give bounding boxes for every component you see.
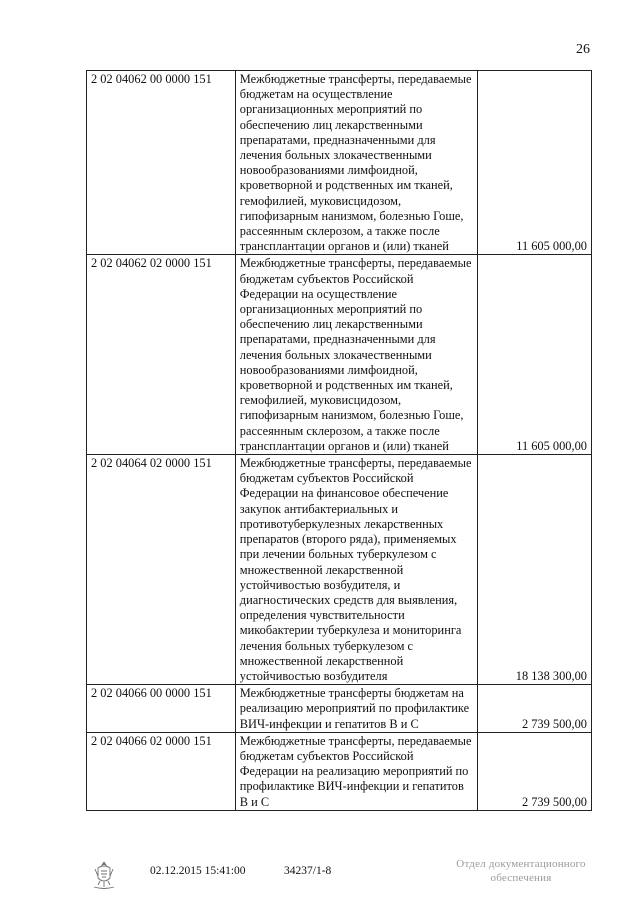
row-code: 2 02 04062 00 0000 151	[87, 71, 236, 255]
row-code: 2 02 04066 02 0000 151	[87, 732, 236, 810]
table-row	[87, 71, 592, 255]
table-row	[87, 685, 592, 733]
row-code: 2 02 04066 00 0000 151	[87, 685, 236, 733]
department-watermark	[446, 857, 596, 885]
row-code: 2 02 04062 02 0000 151	[87, 255, 236, 455]
budget-table	[86, 70, 592, 811]
row-description: Межбюджетные трансферты, передаваемые бюджетам субъектов Российской Федерации на финансовое обеспечение закупок антибактериальных и противотуберкулезных лекарственных препаратов (второго ряда), применяемых при лечении больных туберкулезом с множественной лекарственной устойчивостью возбудителя, и диагностических средств для выявления, определения чувствительности микобактерии туберкулеза и мониторинга лечения больных туберкулезом с множественной лекарственной устойчивостью возбудителя	[235, 455, 477, 685]
row-amount: 11 605 000,00	[477, 255, 591, 455]
row-description: Межбюджетные трансферты, передаваемые бюджетам субъектов Российской Федерации на осуществление организационных мероприятий по обеспечению лиц лекарственными препаратами, предназначенными для лечения больных злокачественными новообразованиями лимфоидной, кроветворной и родственных им тканей, гемофилией, муковисцидозом, гипофизарным нанизмом, болезнью Гоше, рассеянным склерозом, а также после трансплантации органов и (или) тканей	[235, 255, 477, 455]
row-amount: 18 138 300,00	[477, 455, 591, 685]
row-description: Межбюджетные трансферты, передаваемые бюджетам на осуществление организационных мероприятий по обеспечению лиц лекарственными препаратами, предназначенными для лечения больных злокачественными новообразованиями лимфоидной, кроветворной и родственных им тканей, гемофилией, муковисцидозом, гипофизарным нанизмом, болезнью Гоше, рассеянным склерозом, а также после трансплантации органов и (или) тканей	[235, 71, 477, 255]
row-amount: 2 739 500,00	[477, 685, 591, 733]
budget-table-body	[87, 71, 592, 811]
footer-doc-number: 34237/1-8	[284, 865, 332, 877]
table-row	[87, 255, 592, 455]
department-line-2: обеспечения	[490, 872, 552, 884]
row-amount: 11 605 000,00	[477, 71, 591, 255]
row-description: Межбюджетные трансферты, передаваемые бюджетам субъектов Российской Федерации на реализацию мероприятий по профилактике ВИЧ-инфекции и гепатитов В и С	[235, 732, 477, 810]
page-number: 26	[576, 42, 590, 57]
table-row	[87, 455, 592, 685]
coat-of-arms-icon	[92, 860, 116, 890]
department-line-1: Отдел документационного	[456, 858, 586, 870]
row-description: Межбюджетные трансферты бюджетам на реализацию мероприятий по профилактике ВИЧ-инфекции и гепатитов В и С	[235, 685, 477, 733]
page-footer	[0, 858, 640, 898]
table-row	[87, 732, 592, 810]
footer-datetime: 02.12.2015 15:41:00	[150, 865, 246, 877]
row-code: 2 02 04064 02 0000 151	[87, 455, 236, 685]
row-amount: 2 739 500,00	[477, 732, 591, 810]
